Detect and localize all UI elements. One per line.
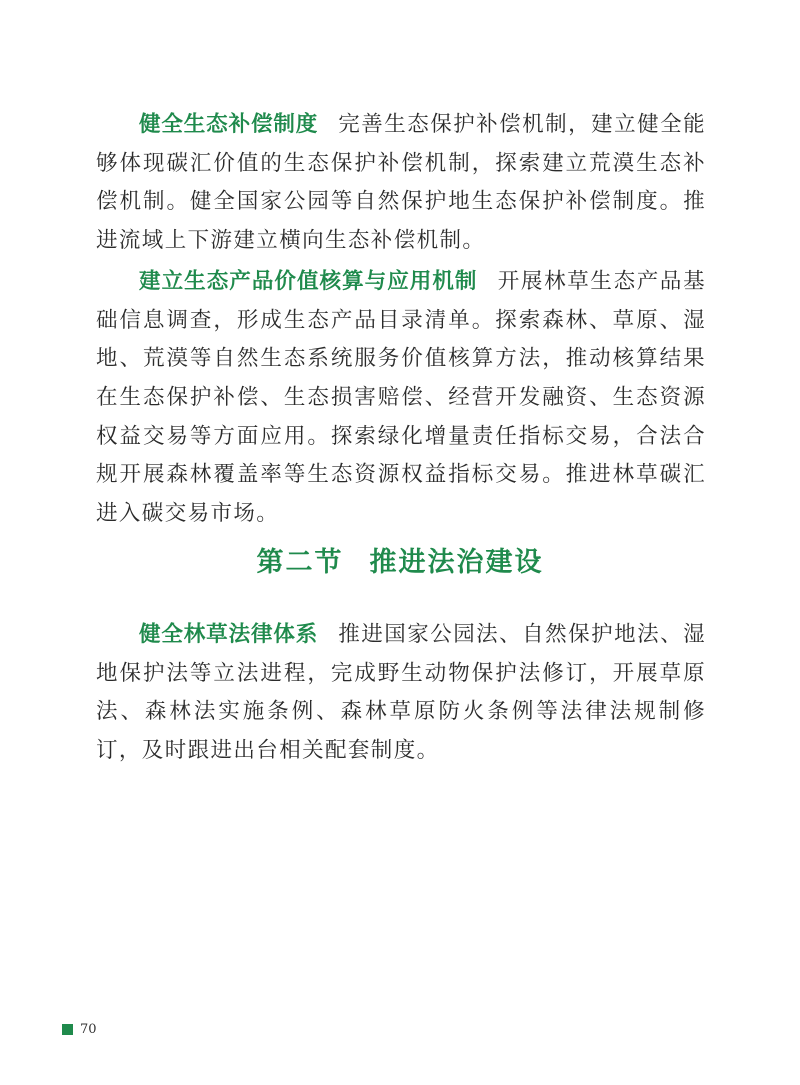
paragraph-lead-heading: 建立生态产品价值核算与应用机制 — [139, 268, 478, 294]
paragraph-body: 开展林草生态产品基础信息调查，形成生态产品目录清单。探索森林、草原、湿地、荒漠等自然生态系统服务价值核算方法，推动核算结果在生态保护补偿、生态损害赔偿、经营开发融资、生态资源权益交易等方面应用。探索绿化增量责任指标交易，合法合规开展森林覆盖率等生态资源权益指标交易。推进林草碳汇进入碳交易市场。 — [96, 268, 706, 527]
section-heading — [0, 540, 800, 579]
paragraph-lead-heading: 健全林草法律体系 — [139, 622, 319, 647]
paragraph-legal-system — [96, 616, 706, 771]
upper-text-block — [96, 106, 706, 534]
paragraph-body: 完善生态保护补偿机制，建立健全能够体现碳汇价值的生态保护补偿机制，探索建立荒漠生态补偿机制。健全国家公园等自然保护地生态保护补偿制度。推进流域上下游建立横向生态补偿机制。 — [96, 112, 707, 254]
page-footer — [62, 1022, 97, 1037]
paragraph-body: 推进国家公园法、自然保护地法、湿地保护法等立法进程，完成野生动物保护法修订，开展草原法、森林法实施条例、森林草原防火条例等法律法规制修订，及时跟进出台相关配套制度。 — [96, 622, 707, 764]
page-number: 70 — [80, 1022, 97, 1037]
lower-text-block — [96, 616, 706, 771]
section-number: 第二节 — [256, 547, 344, 578]
footer-square-icon — [62, 1024, 73, 1035]
paragraph-ecological-compensation — [96, 106, 706, 261]
paragraph-lead-heading: 健全生态补偿制度 — [139, 112, 319, 137]
paragraph-ecological-product-value — [96, 263, 706, 534]
section-title-text: 推进法治建设 — [369, 547, 544, 578]
